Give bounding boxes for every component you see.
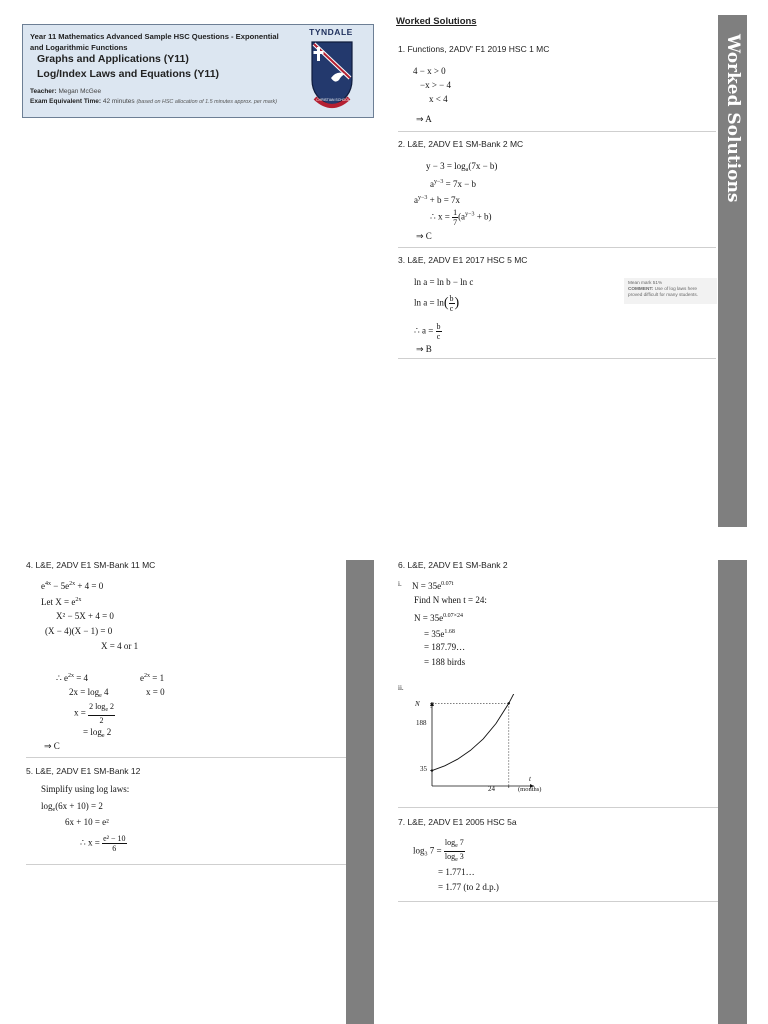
q4-line4: (X − 4)(X − 1) = 0 xyxy=(45,626,113,636)
q1-line3: x < 4 xyxy=(429,94,448,104)
q6-l4-sup: 1.68 xyxy=(444,629,455,635)
q2-l4a: ∴ x = xyxy=(430,211,453,222)
q4-l6b: = 4 xyxy=(73,673,89,683)
q4-l7b: 4 xyxy=(101,687,109,697)
q6-title: 6. L&E, 2ADV E1 SM-Bank 2 xyxy=(398,560,508,570)
q5-l4a: ∴ x = xyxy=(80,837,103,848)
school-crest-icon xyxy=(309,38,355,114)
q4-l8-num-b: 2 xyxy=(107,702,114,711)
q4-line7a xyxy=(69,686,109,702)
q3-line2 xyxy=(414,294,459,313)
growth-curve xyxy=(432,694,515,771)
q1-answer: ⇒ A xyxy=(416,114,432,124)
q2-l4c: + b) xyxy=(474,211,492,222)
q4-l2-sup: 2x xyxy=(75,597,82,603)
q4-line1 xyxy=(41,578,103,592)
q2-answer: ⇒ C xyxy=(416,231,432,241)
q6-line4 xyxy=(424,626,455,640)
q3-paren-close: ) xyxy=(454,295,460,311)
header-topic2: Log/Index Laws and Equations (Y11) xyxy=(37,68,220,80)
q7-l1a: log xyxy=(413,845,425,856)
worked-solutions-title: Worked Solutions xyxy=(396,16,477,27)
q2-line2 xyxy=(430,176,476,190)
q4-line5: X = 4 or 1 xyxy=(101,641,139,651)
q4-l9a: = log xyxy=(83,727,102,737)
q2-l1-sub: a xyxy=(465,167,469,173)
q2-l2b: = 7x − b xyxy=(443,179,477,189)
q4-l8-den: 2 xyxy=(99,716,104,725)
q1-title: 1. Functions, 2ADV' F1 2019 HSC 1 MC xyxy=(398,44,550,54)
q7-num-a: log xyxy=(444,838,456,847)
graph-tick-188: 188 xyxy=(416,719,427,727)
q7-l1b: 7 = xyxy=(427,845,444,856)
q6-line1 xyxy=(412,578,453,592)
header-exam-time xyxy=(30,98,277,105)
q3-l3-den: c xyxy=(436,332,441,341)
q4-l6d: = 1 xyxy=(150,673,165,683)
q3-comment-box xyxy=(624,278,717,304)
q3-l2-num: b xyxy=(449,294,454,303)
school-name: TYNDALE xyxy=(309,27,353,37)
q4-line8 xyxy=(74,702,115,725)
q5-title: 5. L&E, 2ADV E1 SM-Bank 12 xyxy=(26,766,141,776)
q6-l3a: N = 35e xyxy=(414,613,444,623)
q5-line3: 6x + 10 = e² xyxy=(65,817,109,827)
q7-line3: = 1.77 (to 2 d.p.) xyxy=(438,882,499,892)
q6-l4a: = 35e xyxy=(424,629,445,639)
q6-l1a: N = 35e xyxy=(412,581,442,591)
header-line1: Year 11 Mathematics Advanced Sample HSC Questions - Exponential xyxy=(30,32,279,41)
q6-line6: = 188 birds xyxy=(424,657,466,667)
q4-l2a: Let X = e xyxy=(41,597,76,607)
q2-title: 2. L&E, 2ADV E1 SM-Bank 2 MC xyxy=(398,139,524,149)
q3-comment-line2: proved difficult for many students. xyxy=(628,292,699,297)
q4-l6c-sup: 2x xyxy=(144,673,150,679)
q6-line2: Find N when t = 24: xyxy=(414,595,487,605)
q6-part-ii: ii. xyxy=(398,684,404,692)
q7-title: 7. L&E, 2ADV E1 2005 HSC 5a xyxy=(398,817,517,827)
q2-l4-num: 1 xyxy=(453,208,458,217)
point-24-months xyxy=(508,702,510,704)
left-column-bar xyxy=(346,560,374,1024)
exam-time: 42 minutes xyxy=(102,98,135,105)
q5-line4 xyxy=(80,834,127,853)
q2-l2a: a xyxy=(430,179,434,189)
q4-title: 4. L&E, 2ADV E1 SM-Bank 11 MC xyxy=(26,560,156,570)
q7-l1-frac xyxy=(444,838,465,865)
q3-line1: ln a = ln b − ln c xyxy=(414,277,474,287)
q4-l8-num-sub: e xyxy=(105,707,108,713)
q3-l3a: ∴ a = xyxy=(414,325,436,336)
q4-l1-sup: 4x xyxy=(45,581,51,587)
q3-l3-num: b xyxy=(436,322,441,331)
q4-l6-sup: 2x xyxy=(67,673,74,679)
q3-l2a: ln a = ln xyxy=(414,297,444,308)
graph-months-label: (months) xyxy=(518,786,542,793)
q4-l1a: e xyxy=(41,581,45,591)
teacher-name: Megan McGee xyxy=(58,88,102,95)
q2-l4-den: 7 xyxy=(453,218,458,227)
q3-line3 xyxy=(414,322,442,341)
q5-line2 xyxy=(41,800,103,816)
q4-line9 xyxy=(83,726,111,742)
q5-l4-num: e² − 10 xyxy=(103,834,126,843)
q2-line3 xyxy=(414,192,460,206)
q6-l3-sup: 0.07×24 xyxy=(443,613,463,619)
q4-l8-num-a: 2 log xyxy=(89,702,106,711)
q2-l4-sup: y−3 xyxy=(465,211,475,218)
q4-l7a: 2x = log xyxy=(69,687,100,697)
q6-part-i: i. xyxy=(398,580,402,588)
q7-line2: = 1.771… xyxy=(438,867,475,877)
q4-l6a: ∴ e xyxy=(56,673,68,683)
q4-l1c: + 4 = 0 xyxy=(75,581,104,591)
q4-l1-sup2: 2x xyxy=(69,581,76,587)
q2-l3-sup: y−3 xyxy=(418,195,428,201)
q4-l8-frac xyxy=(88,702,115,725)
q3-answer: ⇒ B xyxy=(416,344,432,354)
header-topic1: Graphs and Applications (Y11) xyxy=(37,53,189,65)
q2-l1a: y − 3 = log xyxy=(426,161,466,171)
q2-l3a: a xyxy=(414,195,418,205)
q5-l2-sub: e xyxy=(52,807,56,813)
q4-line7b: x = 0 xyxy=(146,687,165,697)
divider xyxy=(398,131,716,132)
header-box xyxy=(22,24,374,118)
divider xyxy=(398,358,716,359)
q4-line3: X² − 5X + 4 = 0 xyxy=(56,611,114,621)
q1-line1: 4 − x > 0 xyxy=(413,66,446,76)
q1-line2: −x > − 4 xyxy=(420,80,451,90)
header-line2: and Logarithmic Functions xyxy=(30,43,128,52)
q7-den-a: log xyxy=(444,852,456,861)
graph-t-label: t xyxy=(529,775,531,783)
q2-l4b: (a xyxy=(458,211,466,222)
q7-line1 xyxy=(413,838,465,865)
q2-l2-sup: y−3 xyxy=(434,179,444,185)
q7-den-b: 3 xyxy=(457,852,464,861)
q6-line5: = 187.79… xyxy=(424,642,466,652)
q4-line6a xyxy=(56,670,88,684)
q2-line4 xyxy=(430,208,492,227)
q4-l1b: − 5e xyxy=(51,581,70,591)
q4-l7-sub: e xyxy=(99,693,102,699)
q5-l2a: log xyxy=(41,801,53,811)
q3-paren-open: ( xyxy=(443,295,449,311)
exam-note: (based on HSC allocation of 1.5 minutes approx. per mark) xyxy=(136,99,277,105)
q2-line1 xyxy=(426,160,497,176)
q2-l1c: (7x − b) xyxy=(468,161,498,171)
q4-answer: ⇒ C xyxy=(44,741,60,751)
q7-l1-num xyxy=(444,838,465,852)
q4-l8-num xyxy=(88,702,115,716)
q4-l8a: x = xyxy=(74,707,89,718)
q5-l4-frac xyxy=(102,834,126,853)
graph-y-label: y xyxy=(431,700,435,708)
divider xyxy=(26,757,346,758)
graph-N-label: N xyxy=(415,700,420,708)
q6-line3 xyxy=(414,610,463,624)
header-teacher xyxy=(30,88,101,95)
q5-line1: Simplify using log laws: xyxy=(41,784,130,794)
q2-l3b: + b = 7x xyxy=(427,195,461,205)
q3-l2-den: c xyxy=(449,304,454,313)
divider xyxy=(398,807,718,808)
q7-l1-sub: 3 xyxy=(424,851,428,858)
q5-l4-den: 6 xyxy=(112,844,117,853)
divider xyxy=(398,247,716,248)
q3-mean-mark: Mean mark 51% xyxy=(628,280,663,285)
q4-l9-sub: e xyxy=(101,733,105,739)
logo-motto: CHRISTIAN SCHOOL xyxy=(316,98,350,102)
q4-line6b xyxy=(140,670,164,684)
q3-comment-text: Use of log laws here xyxy=(653,286,698,291)
graph-tick-24: 24 xyxy=(488,785,495,793)
q7-num-b: 7 xyxy=(457,838,464,847)
q6-l1-sup: 0.07t xyxy=(441,581,454,587)
q4-line2 xyxy=(41,594,81,608)
q3-l3-frac xyxy=(436,322,442,341)
graph-tick-35: 35 xyxy=(420,765,427,773)
q4-l6c: e xyxy=(140,673,144,683)
q7-den-sub: e xyxy=(455,857,458,863)
right-column-bar xyxy=(718,560,747,1024)
q3-title: 3. L&E, 2ADV E1 2017 HSC 5 MC xyxy=(398,255,528,265)
exam-label: Exam Equivalent Time: xyxy=(30,98,102,105)
divider xyxy=(398,901,718,902)
q4-l9b: 2 xyxy=(104,727,112,737)
q3-comment-label: COMMENT: xyxy=(628,286,654,291)
point-initial xyxy=(431,769,433,771)
q7-num-sub: e xyxy=(455,843,458,849)
teacher-label: Teacher: xyxy=(30,88,57,95)
q5-l2b: (6x + 10) = 2 xyxy=(55,801,103,811)
q7-l1-den xyxy=(444,852,465,865)
side-banner-text: Worked Solutions xyxy=(723,34,743,203)
divider xyxy=(26,864,346,865)
